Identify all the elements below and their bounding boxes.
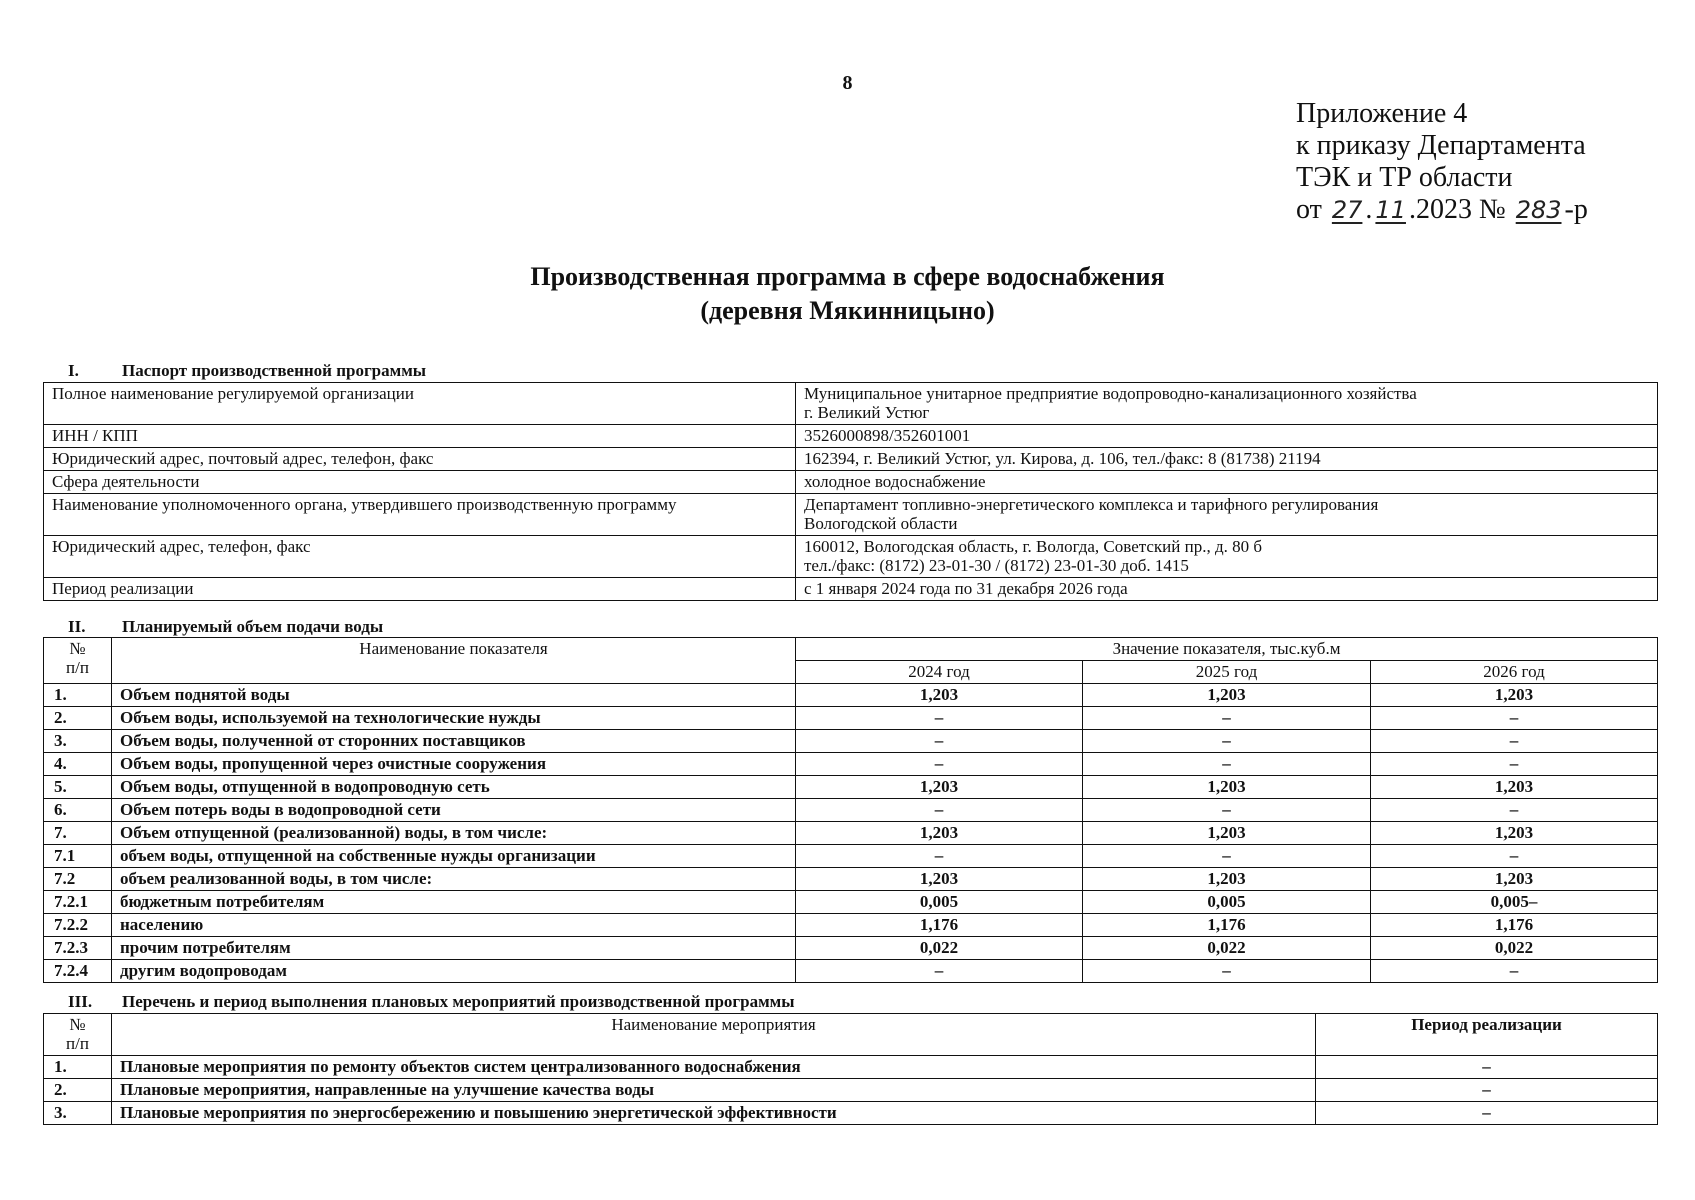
appendix-line: ТЭК и ТР области	[1296, 162, 1513, 193]
date-prefix: от	[1296, 194, 1322, 225]
value-2025: 1,203	[1083, 684, 1371, 707]
indicator-name: населению	[112, 914, 796, 937]
num-column-header	[44, 638, 112, 684]
section-number: III.	[68, 992, 93, 1011]
value-2024: 0,005	[796, 891, 1083, 914]
section-number: I.	[68, 361, 79, 380]
passport-value-line: 3526000898/352601001	[804, 426, 971, 445]
table-row	[44, 536, 1658, 578]
num-column-header	[44, 1014, 112, 1056]
table-row	[44, 891, 1658, 914]
row-number: 3.	[44, 730, 112, 753]
measure-period: –	[1316, 1056, 1658, 1079]
table-row	[44, 707, 1658, 730]
passport-value-line: Департамент топливно-энергетического комплекса и тарифного регулирования	[804, 495, 1379, 514]
section-title: Паспорт производственной программы	[122, 361, 427, 380]
table-row	[44, 960, 1658, 983]
value-2026: –	[1371, 845, 1658, 868]
passport-value-line: холодное водоснабжение	[804, 472, 986, 491]
header-text: №	[69, 639, 86, 658]
value-2024: –	[796, 960, 1083, 983]
passport-value	[796, 471, 1658, 494]
value-group-header: Значение показателя, тыс.куб.м	[796, 638, 1658, 661]
row-number: 7.2	[44, 868, 112, 891]
table-row	[44, 471, 1658, 494]
value-2024: –	[796, 845, 1083, 868]
value-2025: –	[1083, 730, 1371, 753]
passport-label: Период реализации	[44, 578, 796, 601]
row-number: 5.	[44, 776, 112, 799]
measures-table	[43, 1013, 1658, 1125]
passport-value	[796, 425, 1658, 448]
handwritten-day: 27	[1331, 196, 1363, 224]
table-row	[44, 1079, 1658, 1102]
passport-label: Наименование уполномоченного органа, утвердившего производственную программу	[44, 494, 796, 536]
value-2024: 1,203	[796, 684, 1083, 707]
row-number: 1.	[44, 684, 112, 707]
value-2024: –	[796, 753, 1083, 776]
value-2026: 1,176	[1371, 914, 1658, 937]
handwritten-order-number: 283	[1515, 196, 1562, 224]
value-2026: 1,203	[1371, 822, 1658, 845]
header-text: п/п	[66, 658, 89, 677]
value-2026: –	[1371, 799, 1658, 822]
value-2024: –	[796, 707, 1083, 730]
indicator-name: другим водопроводам	[112, 960, 796, 983]
table-row	[44, 799, 1658, 822]
indicator-name: Объем воды, отпущенной в водопроводную сеть	[112, 776, 796, 799]
indicator-name: Объем поднятой воды	[112, 684, 796, 707]
document-title	[0, 260, 1695, 328]
row-number: 3.	[44, 1102, 112, 1125]
order-suffix: -р	[1564, 194, 1588, 225]
value-2025: 1,176	[1083, 914, 1371, 937]
value-2024: 1,203	[796, 822, 1083, 845]
table-row	[44, 845, 1658, 868]
header-text: п/п	[66, 1034, 89, 1053]
value-2025: 0,005	[1083, 891, 1371, 914]
indicator-name: объем воды, отпущенной на собственные нужды организации	[112, 845, 796, 868]
value-2026: 1,203	[1371, 868, 1658, 891]
value-2025: –	[1083, 753, 1371, 776]
table-row	[44, 937, 1658, 960]
value-2025: 0,022	[1083, 937, 1371, 960]
value-2025: –	[1083, 845, 1371, 868]
table-header-row	[44, 1014, 1658, 1056]
value-2025: 1,203	[1083, 822, 1371, 845]
row-number: 7.	[44, 822, 112, 845]
table-row	[44, 383, 1658, 425]
passport-label: Юридический адрес, почтовый адрес, телефон, факс	[44, 448, 796, 471]
measure-period: –	[1316, 1102, 1658, 1125]
passport-value-line: 160012, Вологодская область, г. Вологда, Советский пр., д. 80 б	[804, 537, 1263, 556]
value-2024: 0,022	[796, 937, 1083, 960]
indicator-name: Объем воды, используемой на технологические нужды	[112, 707, 796, 730]
passport-label: Юридический адрес, телефон, факс	[44, 536, 796, 578]
passport-value	[796, 536, 1658, 578]
value-2026: –	[1371, 730, 1658, 753]
value-2024: 1,176	[796, 914, 1083, 937]
value-2024: –	[796, 799, 1083, 822]
row-number: 6.	[44, 799, 112, 822]
value-2024: –	[796, 730, 1083, 753]
value-2026: –	[1371, 753, 1658, 776]
year-column-header: 2025 год	[1083, 661, 1371, 684]
value-2026: –	[1371, 960, 1658, 983]
passport-value-line: тел./факс: (8172) 23-01-30 / (8172) 23-01-30 доб. 1415	[804, 556, 1189, 575]
period-column-header: Период реализации	[1316, 1014, 1658, 1056]
row-number: 2.	[44, 707, 112, 730]
row-number: 2.	[44, 1079, 112, 1102]
measure-name-column-header: Наименование мероприятия	[112, 1014, 1316, 1056]
measure-name: Плановые мероприятия по ремонту объектов систем централизованного водоснабжения	[112, 1056, 1316, 1079]
passport-value-line: 162394, г. Великий Устюг, ул. Кирова, д. 106, тел./факс: 8 (81738) 21194	[804, 449, 1321, 468]
passport-value	[796, 578, 1658, 601]
section-title: Перечень и период выполнения плановых мероприятий производственной программы	[122, 992, 795, 1011]
table-row	[44, 914, 1658, 937]
passport-value	[796, 383, 1658, 425]
passport-value-line: Вологодской области	[804, 514, 958, 533]
section-title: Планируемый объем подачи воды	[122, 617, 384, 636]
section-heading-measures	[68, 992, 795, 1012]
indicator-name: Объем отпущенной (реализованной) воды, в том числе:	[112, 822, 796, 845]
value-2024: 1,203	[796, 776, 1083, 799]
measure-name: Плановые мероприятия по энергосбережению и повышению энергетической эффективности	[112, 1102, 1316, 1125]
year-column-header: 2026 год	[1371, 661, 1658, 684]
title-line: Производственная программа в сфере водоснабжения	[530, 262, 1165, 291]
passport-value-line: г. Великий Устюг	[804, 403, 930, 422]
indicator-name: Объем воды, полученной от сторонних поставщиков	[112, 730, 796, 753]
section-heading-passport	[68, 361, 426, 381]
passport-value	[796, 494, 1658, 536]
year-column-header: 2024 год	[796, 661, 1083, 684]
table-row	[44, 776, 1658, 799]
name-column-header: Наименование показателя	[112, 638, 796, 684]
value-2025: –	[1083, 960, 1371, 983]
page-number: 8	[842, 72, 853, 94]
row-number: 1.	[44, 1056, 112, 1079]
value-2026: 0,022	[1371, 937, 1658, 960]
passport-value-line: с 1 января 2024 года по 31 декабря 2026 года	[804, 579, 1128, 598]
section-heading-water-volume	[68, 617, 383, 637]
header-text: №	[69, 1015, 86, 1034]
table-row	[44, 753, 1658, 776]
indicator-name: прочим потребителям	[112, 937, 796, 960]
passport-table	[43, 382, 1658, 601]
value-2025: –	[1083, 799, 1371, 822]
value-2026: 1,203	[1371, 684, 1658, 707]
appendix-line: к приказу Департамента	[1296, 130, 1586, 161]
water-volume-table	[43, 637, 1658, 983]
table-row	[44, 448, 1658, 471]
passport-value	[796, 448, 1658, 471]
table-row	[44, 684, 1658, 707]
value-2024: 1,203	[796, 868, 1083, 891]
indicator-name: Объем потерь воды в водопроводной сети	[112, 799, 796, 822]
value-2025: –	[1083, 707, 1371, 730]
value-2026: 1,203	[1371, 776, 1658, 799]
passport-value-line: Муниципальное унитарное предприятие водопроводно-канализационного хозяйства	[804, 384, 1417, 403]
indicator-name: бюджетным потребителям	[112, 891, 796, 914]
value-2026: 0,005–	[1371, 891, 1658, 914]
value-2025: 1,203	[1083, 868, 1371, 891]
row-number: 7.2.1	[44, 891, 112, 914]
appendix-line: Приложение 4	[1296, 98, 1468, 129]
passport-label: Полное наименование регулируемой организации	[44, 383, 796, 425]
indicator-name: Объем воды, пропущенной через очистные сооружения	[112, 753, 796, 776]
row-number: 7.1	[44, 845, 112, 868]
passport-label: ИНН / КПП	[44, 425, 796, 448]
measure-period: –	[1316, 1079, 1658, 1102]
value-2026: –	[1371, 707, 1658, 730]
row-number: 7.2.4	[44, 960, 112, 983]
indicator-name: объем реализованной воды, в том числе:	[112, 868, 796, 891]
appendix-block	[1296, 98, 1588, 226]
handwritten-month: 11	[1375, 196, 1406, 224]
title-line: (деревня Мякинницыно)	[700, 296, 995, 325]
table-row	[44, 730, 1658, 753]
passport-label: Сфера деятельности	[44, 471, 796, 494]
table-row	[44, 868, 1658, 891]
row-number: 4.	[44, 753, 112, 776]
row-number: 7.2.2	[44, 914, 112, 937]
value-2025: 1,203	[1083, 776, 1371, 799]
measure-name: Плановые мероприятия, направленные на улучшение качества воды	[112, 1079, 1316, 1102]
section-number: II.	[68, 617, 86, 636]
appendix-date-line: от 27 . 11 .2023 № 283 -р	[1296, 194, 1588, 225]
table-row	[44, 578, 1658, 601]
table-row	[44, 1102, 1658, 1125]
table-row	[44, 822, 1658, 845]
table-header-row	[44, 638, 1658, 661]
table-row	[44, 1056, 1658, 1079]
row-number: 7.2.3	[44, 937, 112, 960]
table-row	[44, 494, 1658, 536]
table-row	[44, 425, 1658, 448]
date-year: .2023 №	[1408, 194, 1506, 225]
